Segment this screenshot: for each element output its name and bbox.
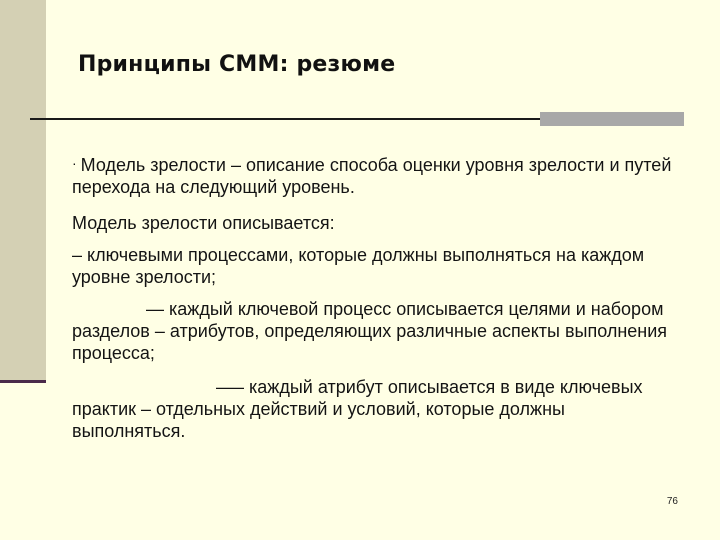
bullet-dot: · (72, 155, 77, 171)
left-bar-underline (0, 380, 46, 383)
paragraph-key-processes: – ключевыми процессами, которые должны выполняться на каждом уровне зрелости; (72, 245, 645, 287)
paragraph-text: Модель зрелости – описание способа оценки уровня зрелости и путей перехода на следующий уровень. (72, 155, 672, 197)
paragraph-text: — каждый ключевой процесс описывается целями и набором разделов – атрибутов, определяющих различные аспекты выполнения процесса; (72, 299, 668, 363)
page-number: 76 (666, 496, 678, 507)
paragraph-model-described: Модель зрелости описывается: (72, 213, 335, 233)
paragraph-text: —– каждый атрибут описывается в виде ключевых практик – отдельных действий и условий, которые должны выполняться. (72, 377, 643, 441)
paragraph-maturity-model-definition (72, 152, 672, 198)
paragraph-key-practices (72, 376, 672, 442)
slide-body (72, 152, 672, 442)
slide-title: Принципы СММ: резюме (78, 52, 396, 77)
paragraph-process-attributes (72, 298, 672, 364)
title-divider-accent (540, 112, 684, 126)
left-decorative-bar (0, 0, 46, 382)
